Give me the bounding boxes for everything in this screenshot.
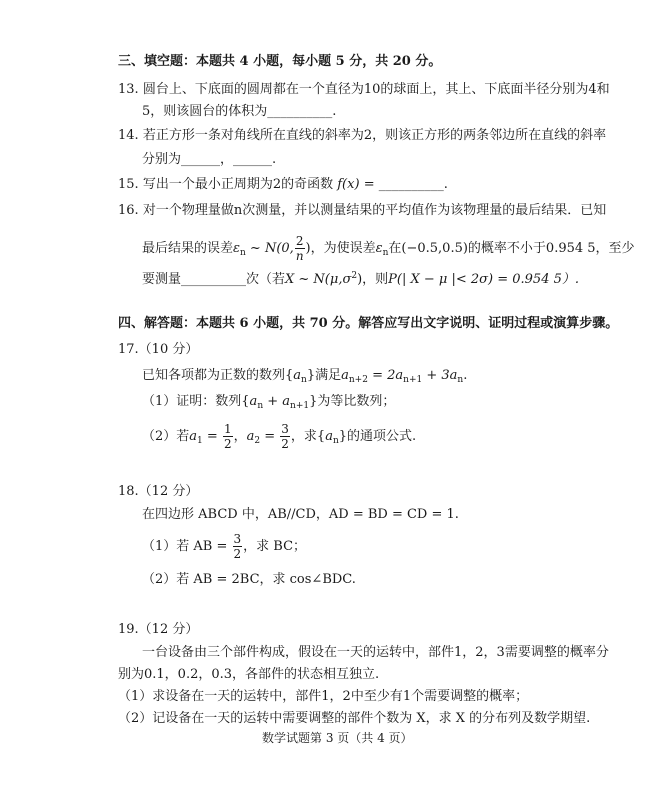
answer-blank: = __________. xyxy=(363,177,448,192)
question-17-part-1: （1）证明：数列$\{a_n + a_{n+1}\}$为等比数列； xyxy=(142,394,396,411)
question-14-line-1 xyxy=(118,128,606,144)
question-19-number: 19.（12 分） xyxy=(118,622,199,637)
question-19-stem-line-2: 别为0.1，0.2，0.3，各部件的状态相互独立. xyxy=(118,667,380,682)
question-18-part-1: （1）若 AB = $\frac{3}{2}$ ，求 BC； xyxy=(142,532,307,561)
question-number: 13. xyxy=(118,82,139,97)
question-16-line-3: 要测量__________次（若X ~ $N(\mu,\sigma^2)$，则P(| X − μ |< 2σ) = 0.954 5）. xyxy=(142,271,580,287)
function-fx: f(x) xyxy=(337,177,360,192)
question-15 xyxy=(118,177,448,193)
fraction-3-over-2: $\frac{3}{2}$ xyxy=(233,532,242,561)
section-4-heading: 四、解答题：本题共 6 小题，共 70 分。解答应写出文字说明、证明过程或演算步骤。 xyxy=(118,316,619,331)
fraction-2-over-n: $\frac{2}{n}$ xyxy=(295,234,304,263)
question-text: 若正方形一条对角线所在直线的斜率为2，则该正方形的两条邻边所在直线的斜率 xyxy=(142,128,607,143)
question-text: 对一个物理量做n次测量，并以测量结果的平均值作为该物理量的最后结果．已知 xyxy=(142,203,607,218)
question-18-part-2: （2）若 AB = 2BC，求 cos∠BDC. xyxy=(142,572,356,587)
fraction-1-over-2: $\frac{1}{2}$ xyxy=(223,422,232,451)
question-text: 写出一个最小正周期为2的奇函数 xyxy=(142,177,334,192)
question-number: 16. xyxy=(118,203,139,218)
question-16-line-1 xyxy=(118,203,606,219)
question-17-stem: 已知各项都为正数的数列$\{a_n\}$满足$a_{n+2} = 2a_{n+1} + 3a_n$. xyxy=(142,368,468,385)
question-19-stem-line-1: 一台设备由三个部件构成，假设在一天的运转中，部件1，2，3需要调整的概率分 xyxy=(142,645,609,660)
question-text: 圆台上、下底面的圆周都在一个直径为10的球面上，其上、下底面半径分别为4和 xyxy=(142,82,610,97)
question-19-part-1: （1）求设备在一天的运转中，部件1，2中至少有1个需要调整的概率； xyxy=(118,689,529,704)
question-18-number: 18.（12 分） xyxy=(118,484,199,499)
page-footer: 数学试题第 3 页（共 4 页） xyxy=(262,731,413,745)
question-number: 15. xyxy=(118,177,139,192)
question-16-line-2: 最后结果的误差$\varepsilon_n$ ~ N(0, $\frac{2}{n}$ )，为使误差$\varepsilon_n$在(−0.5,0.5)的概率不小于0.954 5，至少 xyxy=(142,234,635,263)
question-18-stem: 在四边形 ABCD 中，AB//CD，AD = BD = CD = 1. xyxy=(142,507,459,522)
question-17-part-2: （2）若$a_1$ = $\frac{1}{2}$ ，$a_2$ = $\frac{3}{2}$ ，求$\{a_n\}$的通项公式. xyxy=(142,422,417,451)
question-13-line-1 xyxy=(118,82,610,98)
question-19-part-2: （2）记设备在一天的运转中需要调整的部件个数为 X，求 X 的分布列及数学期望. xyxy=(118,711,591,726)
question-14-line-2: 分别为______，______. xyxy=(142,152,277,167)
question-17-number: 17.（10 分） xyxy=(118,342,199,357)
question-number: 14. xyxy=(118,128,139,143)
section-3-heading: 三、填空题：本题共 4 小题，每小题 5 分，共 20 分。 xyxy=(118,54,442,69)
fraction-3-over-2: $\frac{3}{2}$ xyxy=(281,422,289,451)
question-13-line-2: 5，则该圆台的体积为__________. xyxy=(142,104,337,119)
